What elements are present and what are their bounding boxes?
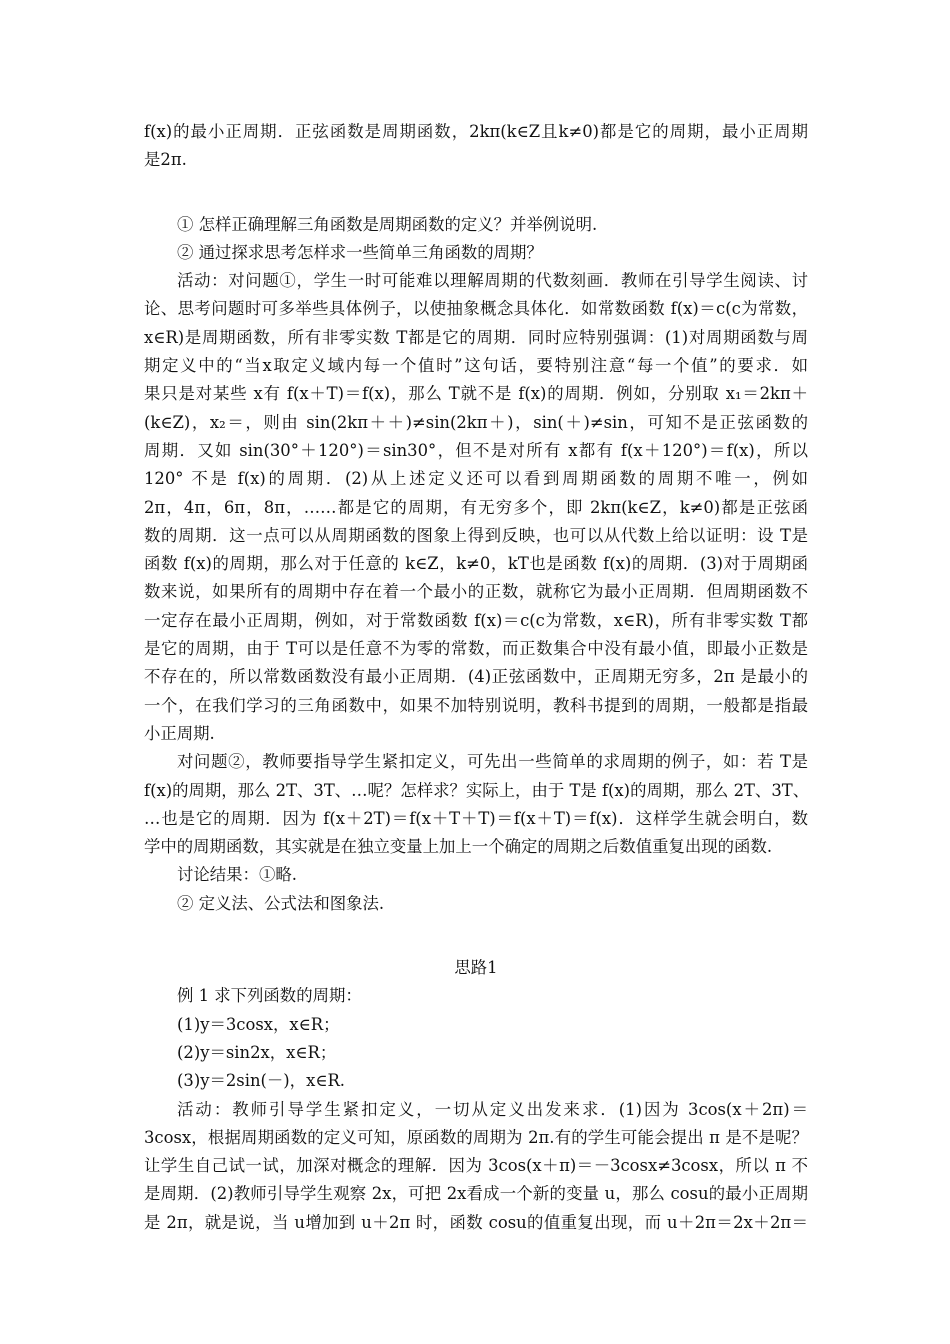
- text-line: 2π，4π，6π，8π，……都是它的周期，有无穷多个，即 2kπ(k∈Z，k≠0)都是正弦函: [144, 497, 808, 517]
- result-item: 讨论结果：①略.: [177, 865, 297, 885]
- text-line: x∈R)是周期函数，所有非零实数 T都是它的周期．同时应特别强调：(1)对周期函数与周: [144, 327, 808, 347]
- text-line: 周期．又如 sin(30°＋120°)＝sin30°，但不是对所有 x都有 f(x＋120°)＝f(x)，所以: [144, 440, 808, 460]
- text-line: 不存在的，所以常数函数没有最小正周期．(4)正弦函数中，正周期无穷多，2π 是最小的: [144, 667, 808, 687]
- text-line: 一个，在我们学习的三角函数中，如果不加特别说明，教科书提到的周期，一般都是指最: [144, 695, 808, 715]
- text-line: 活动：对问题①，学生一时可能难以理解周期的代数刻画．教师在引导学生阅读、讨: [177, 271, 808, 291]
- activity-paragraph-3: [144, 1096, 808, 1237]
- question-item: ① 怎样正确理解三角函数是周期函数的定义？并举例说明.: [177, 214, 598, 234]
- text-line: 3cosx，根据周期函数的定义可知，原函数的周期为 2π.有的学生可能会提出 π 是不是呢？: [144, 1127, 808, 1147]
- text-line: 是2π.: [144, 150, 187, 170]
- activity-paragraph-1: [144, 267, 808, 748]
- discussion-results: [144, 861, 808, 918]
- example-item: (1)y＝3cosx，x∈R；: [177, 1014, 340, 1034]
- example-item: (3)y＝2sin(－)，x∈R.: [177, 1071, 346, 1091]
- text-line: 一定存在最小正周期，例如，对于常数函数 f(x)＝c(c为常数，x∈R)，所有非零实数 T都: [144, 610, 808, 630]
- text-line: 让学生自己试一试，加深对概念的理解．因为 3cos(x＋π)＝－3cosx≠3cosx，所以 π 不: [144, 1156, 808, 1176]
- text-line: 学中的周期函数，其实就是在独立变量上加上一个确定的周期之后数值重复出现的函数.: [144, 837, 773, 857]
- question-list: [144, 211, 808, 268]
- question-item: ② 通过探求思考怎样求一些简单三角函数的周期？: [177, 242, 543, 262]
- intro-paragraph: [144, 118, 808, 175]
- activity-paragraph-2: [144, 748, 808, 861]
- text-line: 果只是对某些 x有 f(x＋T)＝f(x)，那么 T就不是 f(x)的周期．例如，分别取 x₁＝2kπ＋: [144, 384, 808, 404]
- example-item: (2)y＝sin2x，x∈R；: [177, 1042, 337, 1062]
- text-line: (k∈Z)，x₂＝，则由 sin(2kπ＋＋)≠sin(2kπ＋)，sin(＋)≠sin，可知不是正弦函数的: [144, 412, 808, 432]
- document-page: [144, 118, 808, 1237]
- example-title: 例 1 求下列函数的周期：: [177, 986, 362, 1006]
- text-line: 活动：教师引导学生紧扣定义，一切从定义出发来求．(1)因为 3cos(x＋2π)＝: [177, 1099, 808, 1119]
- result-item: ② 定义法、公式法和图象法.: [177, 893, 385, 913]
- text-line: 是 2π，就是说，当 u增加到 u＋2π 时，函数 cosu的值重复出现，而 u＋2π＝2x＋2π＝: [144, 1212, 808, 1232]
- text-line: 数的周期．这一点可以从周期函数的图象上得到反映，也可以从代数上给以证明：设 T是: [144, 525, 808, 545]
- text-line: f(x)的周期，那么 2T、3T、…呢？怎样求？实际上，由于 T是 f(x)的周期，那么 2T、3T、: [144, 780, 810, 800]
- text-line: 对问题②，教师要指导学生紧扣定义，可先出一些简单的求周期的例子，如：若 T是: [177, 752, 808, 772]
- section-title: 思路1: [454, 958, 498, 978]
- example-block: [144, 982, 808, 1095]
- text-line: 是周期．(2)教师引导学生观察 2x，可把 2x看成一个新的变量 u，那么 cosu的最小正周期: [144, 1184, 808, 1204]
- text-line: 期定义中的“当x取定义域内每一个值时”这句话，要特别注意“每一个值”的要求．如: [144, 356, 808, 376]
- text-line: …也是它的周期．因为 f(x＋2T)＝f(x＋T＋T)＝f(x＋T)＝f(x)．这样学生就会明白，数: [144, 808, 808, 828]
- text-line: 论、思考问题时可多举些具体例子，以使抽象概念具体化．如常数函数 f(x)＝c(c为常数，: [144, 299, 808, 319]
- text-line: 是它的周期，由于 T可以是任意不为零的常数，而正数集合中没有最小值，即最小正数是: [144, 639, 808, 659]
- text-line: 数来说，如果所有的周期中存在着一个最小的正数，就称它为最小正周期．但周期函数不: [144, 582, 808, 602]
- text-line: 小正周期.: [144, 723, 215, 743]
- text-line: 函数 f(x)的周期，那么对于任意的 k∈Z，k≠0，kT也是函数 f(x)的周期．(3)对于周期函: [144, 554, 808, 574]
- text-line: 120° 不是 f(x)的周期．(2)从上述定义还可以看到周期函数的周期不唯一，例如: [144, 469, 808, 489]
- text-line: f(x)的最小正周期．正弦函数是周期函数，2kπ(k∈Z且k≠0)都是它的周期，最小正周期: [144, 122, 808, 141]
